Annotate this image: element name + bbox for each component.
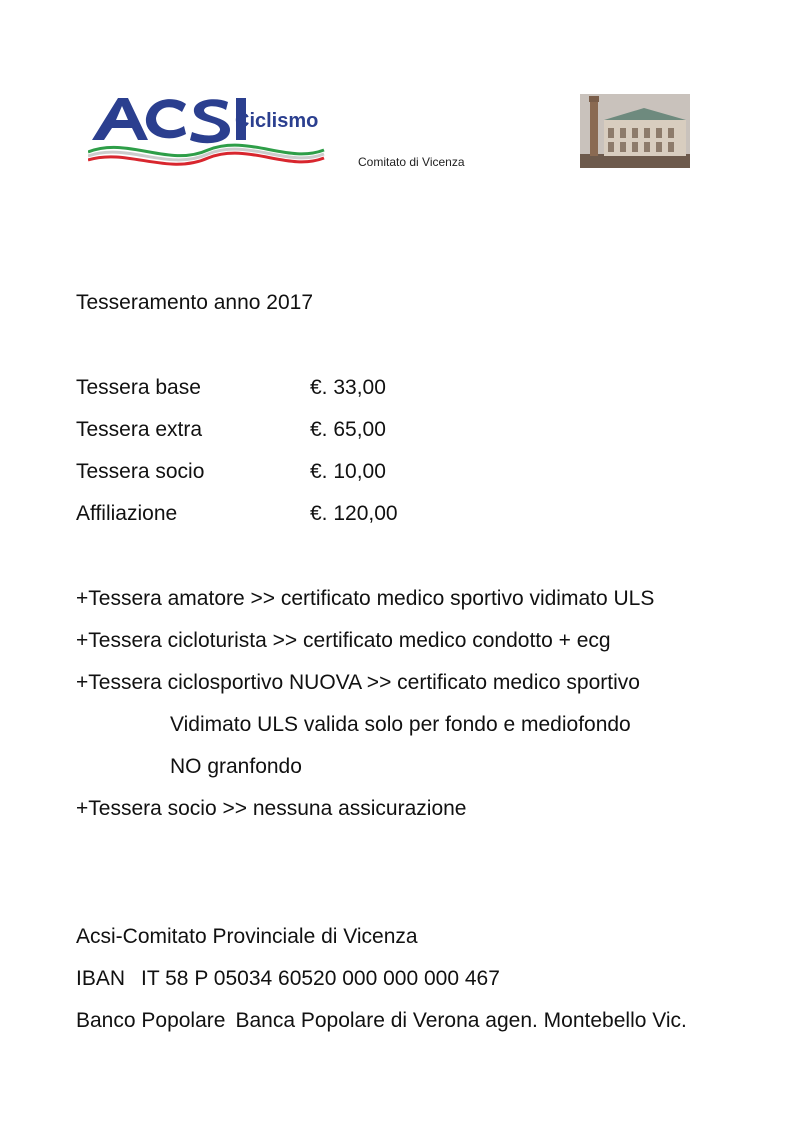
price-value-extra: €. 65,00 bbox=[310, 418, 386, 441]
price-value-base: €. 33,00 bbox=[310, 376, 386, 399]
note-cicloturista: +Tessera cicloturista >> certificato medico condotto + ecg bbox=[76, 629, 611, 652]
comitato-label: Comitato di Vicenza bbox=[358, 155, 465, 169]
note-socio: +Tessera socio >> nessuna assicurazione bbox=[76, 797, 467, 820]
logo-word: Ciclismo bbox=[235, 110, 319, 132]
note-ciclosportivo-detail: Vidimato ULS valida solo per fondo e mediofondo bbox=[170, 713, 631, 736]
note-ciclosportivo: +Tessera ciclosportivo NUOVA >> certificato medico sportivo bbox=[76, 671, 640, 694]
note-no-granfondo: NO granfondo bbox=[170, 755, 302, 778]
price-value-socio: €. 10,00 bbox=[310, 460, 386, 483]
bank-label: Banco Popolare bbox=[76, 1009, 226, 1032]
price-label-affiliazione: Affiliazione bbox=[76, 502, 178, 525]
price-value-affiliazione: €. 120,00 bbox=[310, 502, 398, 525]
note-amatore: +Tessera amatore >> certificato medico sportivo vidimato ULS bbox=[76, 587, 655, 610]
basilica-photo bbox=[580, 94, 690, 168]
bank-line bbox=[76, 1010, 687, 1031]
bank-value: Banca Popolare di Verona agen. Montebello Vic. bbox=[235, 1009, 687, 1032]
iban-value: IT 58 P 05034 60520 000 000 000 467 bbox=[141, 967, 500, 990]
price-label-socio: Tessera socio bbox=[76, 460, 205, 483]
iban-label: IBAN bbox=[76, 967, 126, 990]
page-title: Tesseramento anno 2017 bbox=[76, 291, 313, 314]
price-label-base: Tessera base bbox=[76, 376, 201, 399]
committee-name: Acsi-Comitato Provinciale di Vicenza bbox=[76, 925, 418, 948]
price-label-extra: Tessera extra bbox=[76, 418, 203, 441]
iban-line bbox=[76, 968, 500, 989]
